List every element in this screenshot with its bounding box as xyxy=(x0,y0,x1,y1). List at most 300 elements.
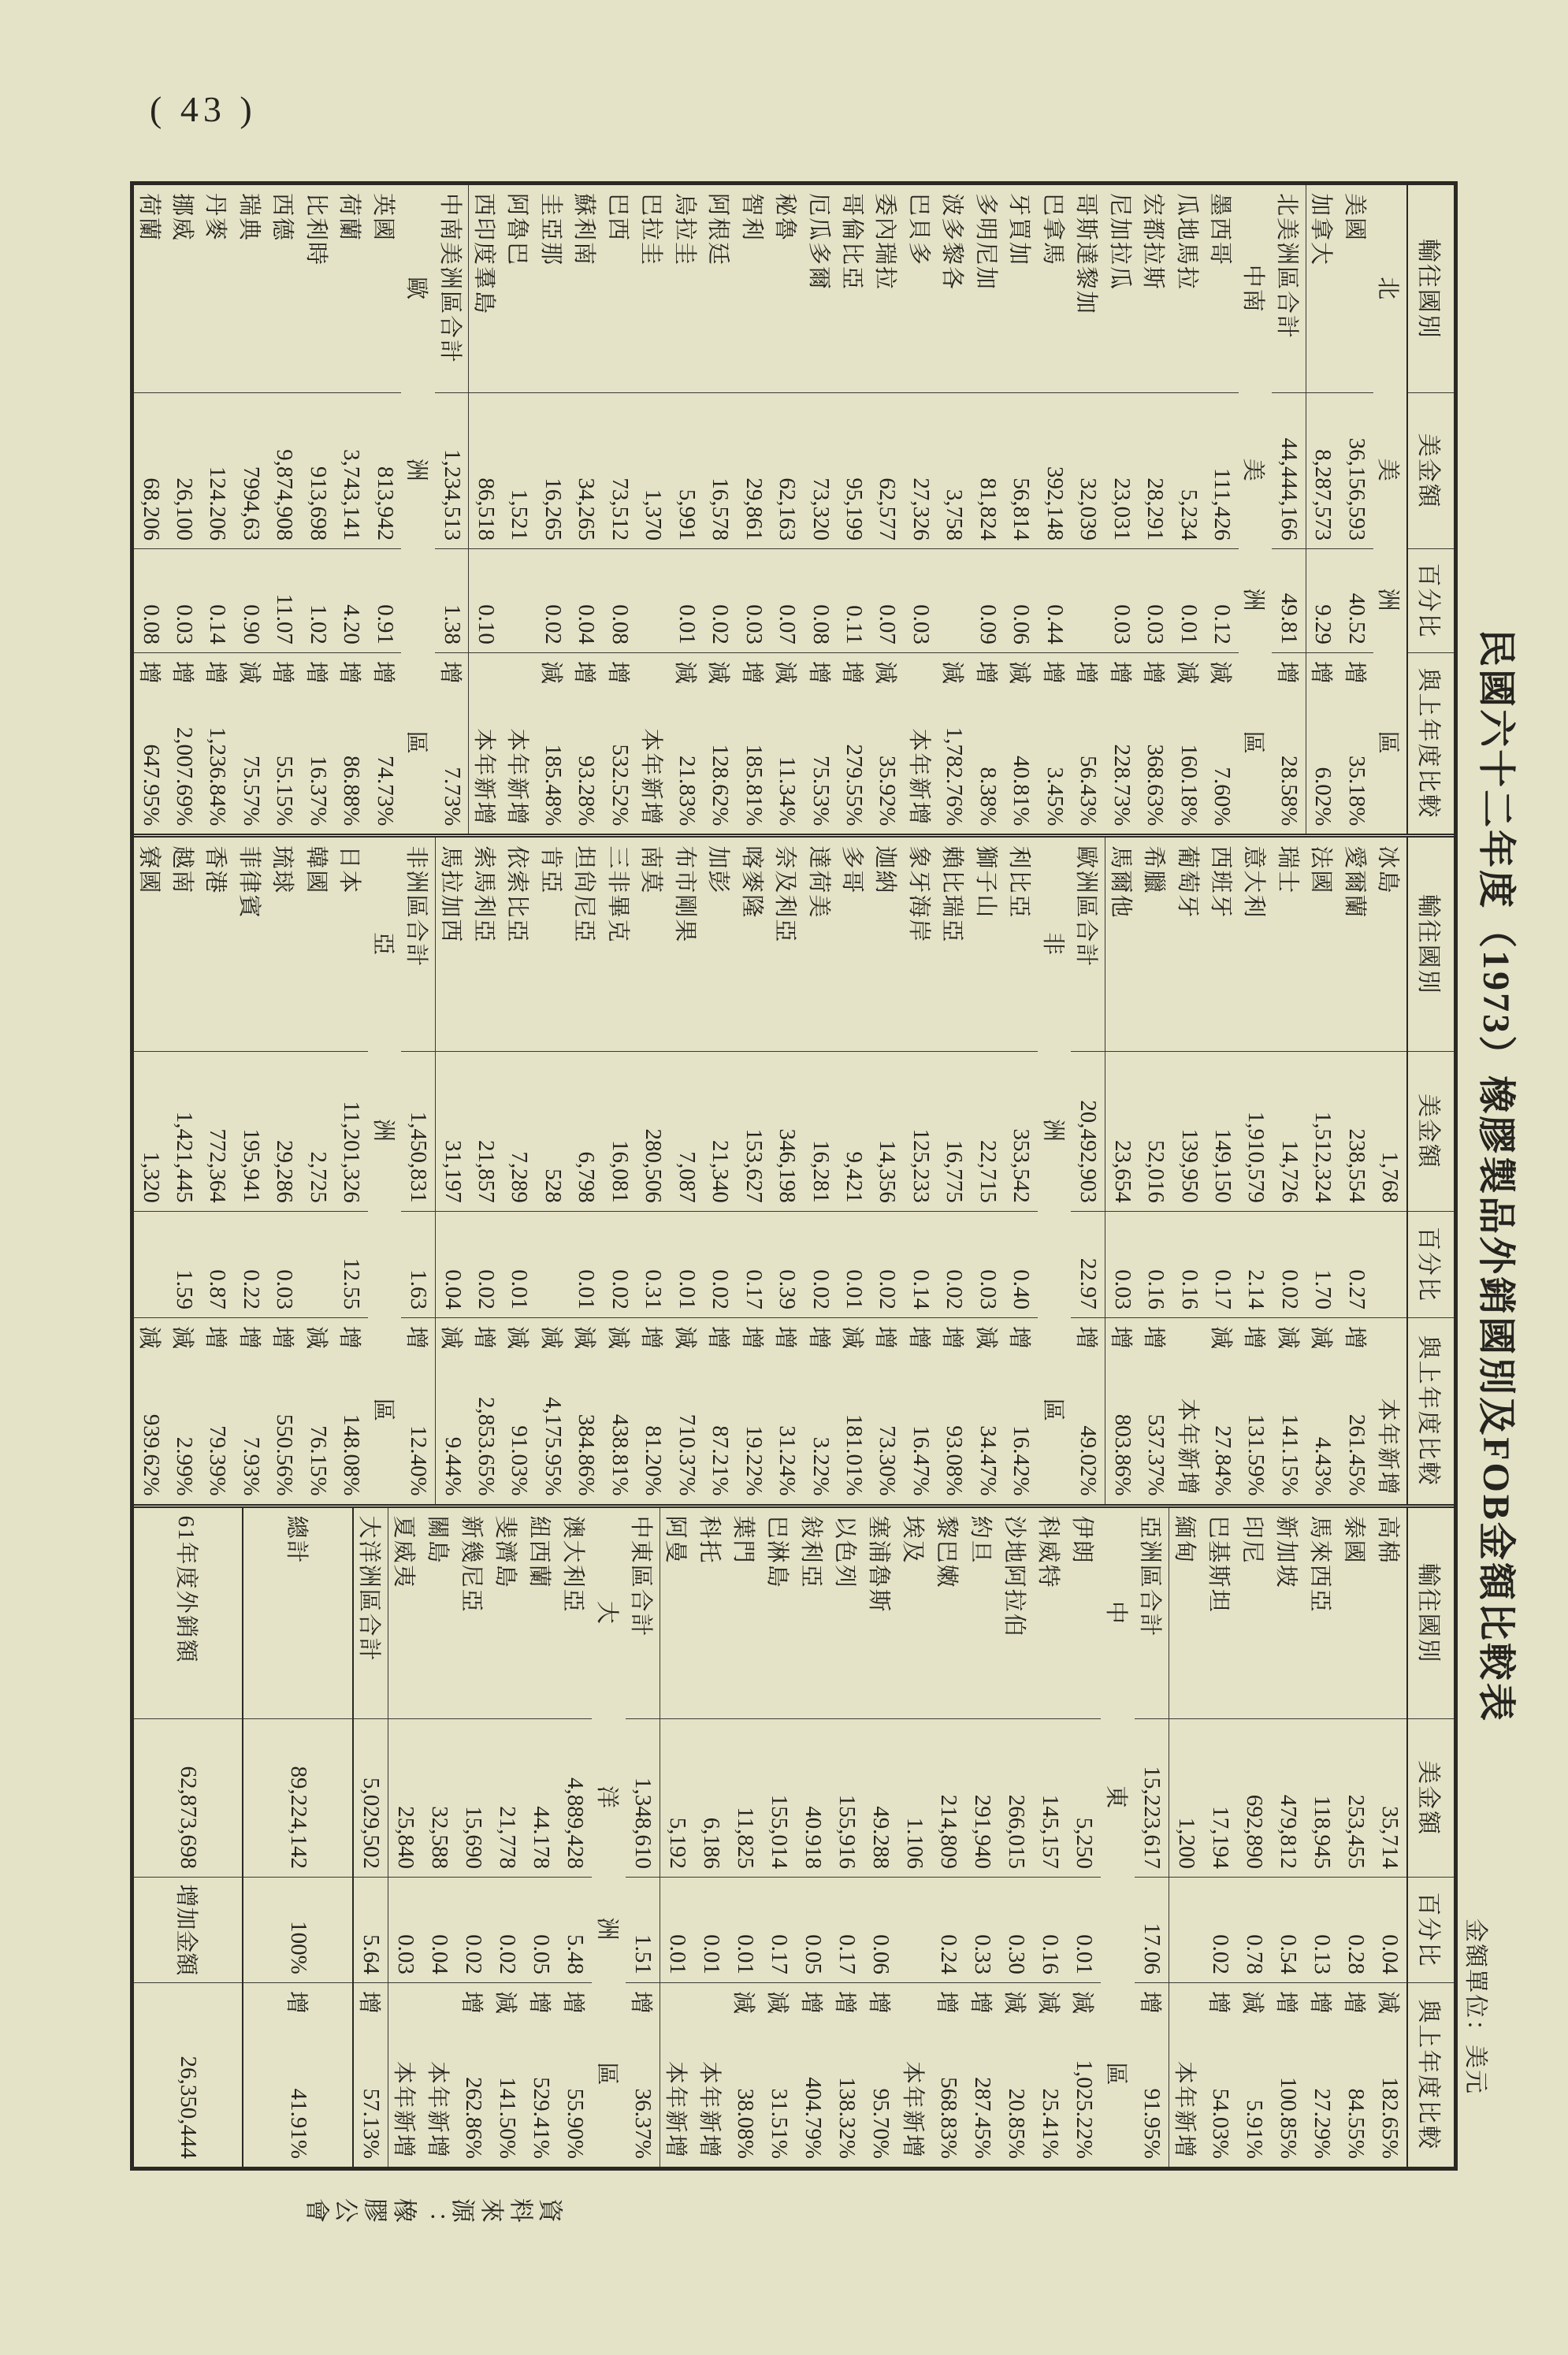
country-name: 希臘 xyxy=(1141,845,1167,895)
percentage-cell xyxy=(603,1211,636,1317)
header-cell xyxy=(1408,392,1454,548)
country-name: 伊朗 xyxy=(1069,1515,1094,1565)
percentage-cell xyxy=(1169,1877,1203,1982)
country-cell xyxy=(728,1508,762,1719)
amount-cell xyxy=(1105,1051,1139,1211)
percentage-cell xyxy=(422,1877,456,1982)
amount-usd: 15,223,617 xyxy=(1139,1766,1165,1870)
amount-usd: 16,081 xyxy=(607,1140,633,1203)
table-row xyxy=(999,1508,1033,2167)
percentage: 0.02 xyxy=(1276,1269,1302,1309)
change-direction: 減 xyxy=(1069,1990,1094,2014)
amount-cell xyxy=(570,1051,603,1211)
change-value: 16.37% xyxy=(305,755,331,826)
percentage-cell xyxy=(603,548,636,652)
percentage: 0.03 xyxy=(908,604,934,644)
country-name: 布市剛果 xyxy=(671,845,697,944)
header-label: 與上年度比較 xyxy=(1415,667,1441,819)
percentage: 0.03 xyxy=(1109,1269,1135,1309)
country-cell xyxy=(1306,838,1339,1050)
country-cell xyxy=(201,185,234,392)
country-name: 科托 xyxy=(697,1515,722,1565)
percentage: 11.07 xyxy=(272,593,298,644)
comparison-cell xyxy=(536,1317,569,1504)
amount-usd: 35,714 xyxy=(1377,1806,1403,1870)
amount-cell xyxy=(737,1051,770,1211)
table-row xyxy=(1305,1508,1339,2167)
country-cell xyxy=(1339,838,1373,1050)
header-cell xyxy=(1408,1051,1454,1211)
amount-cell xyxy=(435,392,468,548)
new-this-year-label: 本年新增 xyxy=(697,2060,722,2159)
change-direction: 增 xyxy=(805,1325,831,1349)
country-name: 多明尼加 xyxy=(972,193,998,292)
percentage-cell xyxy=(626,1877,660,1982)
table-section-asia-mideast-oceania xyxy=(134,1504,1454,2167)
grand-total-row xyxy=(244,1508,355,2167)
table-row xyxy=(469,185,502,834)
country-cell xyxy=(469,838,502,1050)
new-this-year-label: 本年新增 xyxy=(1375,1398,1401,1496)
country-name: 埃及 xyxy=(900,1515,925,1565)
country-name: 秘魯 xyxy=(772,193,798,243)
change-value: 537.37% xyxy=(1143,1413,1169,1496)
amount-usd: 6,798 xyxy=(574,1151,600,1203)
amount-cell xyxy=(1205,392,1238,548)
country-name: 菲律賓 xyxy=(236,845,262,919)
amount-usd: 291,940 xyxy=(970,1794,995,1870)
amount-cell xyxy=(938,1051,971,1211)
country-name: 喀麥隆 xyxy=(738,845,764,919)
amount-usd: 16,578 xyxy=(708,477,734,541)
percentage: 0.24 xyxy=(936,1934,961,1974)
country-cell xyxy=(456,1508,490,1719)
page-title: 民國六十二年度（1973）橡膠製品外銷國別及FOB金額比較表 xyxy=(1475,629,1517,1723)
region-cell xyxy=(1373,548,1406,652)
change-direction: 增 xyxy=(905,1325,931,1349)
country-cell xyxy=(388,1508,422,1719)
percentage: 0.78 xyxy=(1242,1934,1267,1974)
amount-usd: 21,857 xyxy=(474,1140,500,1203)
country-name: 賴比瑞亞 xyxy=(939,845,965,944)
country-name: 加拿大 xyxy=(1308,193,1334,267)
country-cell xyxy=(167,185,200,392)
region-cell xyxy=(1239,652,1272,834)
change-value: 279.55% xyxy=(842,744,868,826)
region-total-row xyxy=(1071,838,1105,1503)
table-row xyxy=(904,185,937,834)
amount-usd: 62,163 xyxy=(775,477,801,541)
change-direction: 增 xyxy=(1341,1990,1366,2014)
table-row xyxy=(570,185,603,834)
change-value: 185.48% xyxy=(540,744,566,826)
table-row xyxy=(1203,1508,1237,2167)
percentage-cell xyxy=(931,1877,965,1982)
change-direction: 減 xyxy=(303,1325,329,1349)
table-row xyxy=(971,838,1004,1503)
comparison-cell xyxy=(603,652,636,834)
country-cell xyxy=(804,838,837,1050)
percentage-cell xyxy=(737,548,770,652)
table-row xyxy=(670,838,703,1503)
change-value: 138.32% xyxy=(834,2077,860,2159)
amount-usd: 1,768 xyxy=(1377,1151,1403,1203)
region-cell xyxy=(592,1982,626,2167)
region-label-row xyxy=(1373,185,1406,834)
comparison-cell xyxy=(1033,1982,1067,2167)
country-cell xyxy=(335,838,368,1050)
table-row xyxy=(965,1508,999,2167)
country-name: 阿根廷 xyxy=(705,193,731,267)
comparison-cell xyxy=(234,1317,267,1504)
table-row xyxy=(1306,185,1339,834)
country-name: 61年度外銷額 xyxy=(173,1515,199,1664)
comparison-cell xyxy=(660,1982,694,2167)
new-this-year-label: 本年新增 xyxy=(504,728,530,826)
country-name: 冰島 xyxy=(1375,845,1401,895)
percentage: 0.01 xyxy=(674,604,700,644)
amount-cell xyxy=(804,392,837,548)
table-row xyxy=(1005,185,1038,834)
comparison-cell xyxy=(904,1317,937,1504)
amount-cell xyxy=(965,1718,999,1877)
amount-cell xyxy=(1135,1718,1169,1877)
amount-usd: 62,873,698 xyxy=(176,1766,202,1870)
percentage-cell xyxy=(1271,1877,1305,1982)
change-value: 550.56% xyxy=(272,1413,298,1496)
table-row xyxy=(1105,185,1138,834)
amount-usd: 23,654 xyxy=(1109,1140,1135,1203)
percentage-cell xyxy=(971,548,1004,652)
region-label-row xyxy=(1239,185,1272,834)
header-cell xyxy=(1408,548,1454,652)
country-cell xyxy=(837,838,870,1050)
country-name: 總計 xyxy=(283,1515,309,1565)
change-value: 25.41% xyxy=(1038,2088,1063,2159)
country-cell xyxy=(422,1508,456,1719)
region-cell xyxy=(401,185,434,392)
change-direction: 增 xyxy=(1073,1325,1099,1349)
comparison-cell xyxy=(971,652,1004,834)
change-value: 647.95% xyxy=(138,744,164,826)
comparison-cell xyxy=(134,1982,243,2167)
change-value: 16.42% xyxy=(1009,1425,1035,1496)
country-name: 加彭 xyxy=(705,845,731,895)
country-name: 蘇利南 xyxy=(571,193,597,267)
percentage-cell xyxy=(167,1211,200,1317)
table-row xyxy=(558,1508,592,2167)
new-this-year-label: 本年新增 xyxy=(391,2060,416,2159)
change-value: 76.15% xyxy=(305,1425,331,1496)
country-name: 亞洲區合計 xyxy=(1137,1515,1162,1638)
change-direction: 減 xyxy=(1207,660,1233,684)
percentage-cell xyxy=(1205,548,1238,652)
change-direction: 增 xyxy=(628,1990,653,2014)
percentage-cell xyxy=(770,1211,803,1317)
table-row xyxy=(201,838,234,1503)
region-label-part: 區 xyxy=(1240,730,1266,756)
region-label-part: 區 xyxy=(1103,2062,1128,2087)
percentage-cell xyxy=(201,548,234,652)
percentage: 0.33 xyxy=(970,1934,995,1974)
amount-cell xyxy=(1273,1051,1306,1211)
change-direction: 增 xyxy=(1273,1990,1299,2014)
country-name: 牙買加 xyxy=(1006,193,1032,267)
change-direction: 增 xyxy=(772,1325,798,1349)
country-name: 馬來西亞 xyxy=(1307,1515,1332,1614)
country-name: 阿魯巴 xyxy=(504,193,530,267)
comparison-cell xyxy=(999,1982,1033,2167)
country-name: 瑞士 xyxy=(1274,845,1300,895)
comparison-cell xyxy=(1038,652,1071,834)
percentage: 0.02 xyxy=(708,1269,734,1309)
percentage-cell xyxy=(670,1211,703,1317)
percentage-cell xyxy=(234,1211,267,1317)
percentage-cell xyxy=(670,548,703,652)
amount-cell xyxy=(837,392,870,548)
new-this-year-label: 本年新增 xyxy=(900,2060,925,2159)
percentage: 0.16 xyxy=(1176,1269,1202,1309)
region-label-part: 區 xyxy=(594,2062,619,2087)
country-name: 多哥 xyxy=(839,845,865,895)
country-name: 南莫 xyxy=(638,845,664,895)
region-label-row xyxy=(592,1508,626,2167)
comparison-cell xyxy=(558,1982,592,2167)
percentage-cell xyxy=(637,548,670,652)
amount-cell xyxy=(167,1051,200,1211)
change-direction: 增 xyxy=(1341,660,1367,684)
percentage: 1.63 xyxy=(406,1269,432,1309)
amount-usd: 5,029,502 xyxy=(359,1777,384,1870)
country-cell xyxy=(931,1508,965,1719)
percentage-cell xyxy=(1139,1211,1172,1317)
amount-cell xyxy=(864,1718,897,1877)
change-value: 228.73% xyxy=(1109,744,1135,826)
amount-cell xyxy=(737,392,770,548)
table-row xyxy=(1339,1508,1373,2167)
country-name: 沙地阿拉伯 xyxy=(1001,1515,1027,1638)
percentage-cell xyxy=(904,548,937,652)
amount-cell xyxy=(1169,1718,1203,1877)
amount-usd: 44,444,166 xyxy=(1276,437,1302,541)
country-name: 大洋洲區合計 xyxy=(356,1515,381,1662)
change-value: 34.47% xyxy=(975,1425,1001,1496)
percentage: 0.05 xyxy=(801,1934,826,1974)
amount-cell xyxy=(770,392,803,548)
amount-cell xyxy=(1172,1051,1206,1211)
comparison-cell xyxy=(490,1982,524,2167)
percentage: 0.08 xyxy=(808,604,834,644)
table-row xyxy=(871,838,904,1503)
change-direction: 減 xyxy=(1173,660,1199,684)
region-cell xyxy=(1373,652,1406,834)
amount-usd: 9,421 xyxy=(842,1151,868,1203)
table-row xyxy=(1172,838,1206,1503)
change-direction: 減 xyxy=(671,660,697,684)
percentage: 0.01 xyxy=(507,1269,533,1309)
amount-cell xyxy=(871,392,904,548)
header-label: 與上年度比較 xyxy=(1415,1335,1441,1487)
region-label-part: 中 xyxy=(1103,1600,1128,1625)
country-cell xyxy=(335,185,368,392)
amount-usd: 9,874,908 xyxy=(272,449,298,541)
percentage: 0.02 xyxy=(708,604,734,644)
header-label: 百分比 xyxy=(1415,563,1441,639)
table-row xyxy=(335,838,368,1503)
amount-usd: 5,234 xyxy=(1176,488,1202,541)
change-value: 1,236.84% xyxy=(205,726,231,826)
percentage: 0.03 xyxy=(741,604,767,644)
table-row xyxy=(335,185,368,834)
comparison-cell xyxy=(301,652,334,834)
country-name: 新加坡 xyxy=(1273,1515,1299,1589)
country-name: 象牙海岸 xyxy=(905,845,931,944)
change-value: 529.41% xyxy=(529,2077,554,2159)
region-label-part: 北 xyxy=(1375,277,1401,302)
change-direction: 增 xyxy=(604,660,630,684)
percentage: 0.02 xyxy=(875,1269,901,1309)
percentage: 0.17 xyxy=(767,1934,792,1974)
table-row xyxy=(796,1508,830,2167)
country-name: 達荷美 xyxy=(805,845,831,919)
change-value: 31.24% xyxy=(775,1425,801,1496)
table-row xyxy=(503,838,536,1503)
change-value: 568.83% xyxy=(936,2077,961,2159)
table-row xyxy=(804,185,837,834)
country-name: 日本 xyxy=(336,845,362,895)
comparison-cell xyxy=(536,652,569,834)
amount-cell xyxy=(1305,1718,1339,1877)
amount-usd: 56,814 xyxy=(1009,477,1035,541)
amount-cell xyxy=(626,1718,660,1877)
country-cell xyxy=(637,185,670,392)
change-direction: 增 xyxy=(738,660,764,684)
change-value: 56.43% xyxy=(1076,755,1102,826)
amount-cell xyxy=(837,1051,870,1211)
amount-cell xyxy=(670,1051,703,1211)
country-cell xyxy=(1271,1508,1305,1719)
amount-cell xyxy=(804,1051,837,1211)
change-value: 4,175.95% xyxy=(540,1396,566,1496)
percentage-cell xyxy=(1239,1211,1273,1317)
change-direction: 減 xyxy=(1239,1990,1265,2014)
header-label: 美金額 xyxy=(1415,433,1441,509)
country-name: 奈及利亞 xyxy=(772,845,798,944)
country-cell xyxy=(201,838,234,1050)
header-label: 美金額 xyxy=(1415,1760,1441,1837)
country-name: 西德 xyxy=(269,193,295,243)
table-row xyxy=(167,185,200,834)
amount-cell xyxy=(904,392,937,548)
percentage-cell xyxy=(1339,1211,1373,1317)
comparison-cell xyxy=(1005,1317,1038,1504)
table-row xyxy=(301,185,334,834)
country-cell xyxy=(268,185,301,392)
region-label-part: 美 xyxy=(1240,458,1266,483)
amount-cell xyxy=(368,392,401,548)
amount-cell xyxy=(1373,1718,1406,1877)
amount-cell xyxy=(603,392,636,548)
comparison-cell xyxy=(469,1317,502,1504)
change-direction: 增 xyxy=(169,660,195,684)
country-cell xyxy=(626,1508,660,1719)
country-cell xyxy=(436,838,469,1050)
percentage-cell xyxy=(503,548,536,652)
amount-usd: 238,554 xyxy=(1343,1128,1369,1203)
table-row xyxy=(1271,1508,1305,2167)
percentage-cell xyxy=(703,548,736,652)
region-label-part: 亞 xyxy=(370,932,396,957)
country-cell xyxy=(703,838,736,1050)
amount-usd: 22,715 xyxy=(975,1140,1001,1203)
comparison-cell xyxy=(770,1317,803,1504)
country-name: 北美洲區合計 xyxy=(1273,193,1299,340)
amount-usd: 14,726 xyxy=(1276,1140,1302,1203)
country-cell xyxy=(938,185,971,392)
amount-cell xyxy=(244,1718,353,1877)
country-cell xyxy=(1071,838,1104,1050)
comparison-cell xyxy=(1239,1317,1273,1504)
percentage-cell xyxy=(837,548,870,652)
region-total-row xyxy=(354,1508,388,2167)
country-cell xyxy=(234,838,267,1050)
percentage: 0.03 xyxy=(1143,604,1169,644)
country-cell xyxy=(971,185,1004,392)
amount-usd: 253,455 xyxy=(1343,1794,1369,1870)
amount-cell xyxy=(897,1718,931,1877)
comparison-cell xyxy=(864,1982,897,2167)
change-value: 74.73% xyxy=(372,755,398,826)
amount-usd: 153,627 xyxy=(741,1128,767,1203)
percentage: 0.01 xyxy=(699,1934,724,1974)
country-name: 科威特 xyxy=(1035,1515,1061,1589)
change-value: 75.53% xyxy=(808,755,834,826)
amount-cell xyxy=(335,1051,368,1211)
change-value: 81.20% xyxy=(641,1425,667,1496)
percentage-cell xyxy=(660,1877,694,1982)
increase-amount: 26,350,444 xyxy=(176,2056,202,2159)
amount-usd: 36,156,593 xyxy=(1343,437,1369,541)
percentage: 0.28 xyxy=(1343,1934,1369,1974)
table-row xyxy=(1206,838,1239,1503)
comparison-cell xyxy=(737,652,770,834)
amount-cell xyxy=(234,392,267,548)
country-name: 依索比亞 xyxy=(504,845,530,944)
percentage: 5.48 xyxy=(563,1934,588,1974)
country-cell xyxy=(134,838,167,1050)
amount-usd: 31,197 xyxy=(440,1140,466,1203)
country-cell xyxy=(536,838,569,1050)
percentage-cell xyxy=(965,1877,999,1982)
amount-usd: 392,148 xyxy=(1042,466,1068,541)
change-direction: 增 xyxy=(1241,1325,1267,1349)
percentage-cell xyxy=(1138,548,1171,652)
change-direction: 增 xyxy=(1307,1990,1332,2014)
comparison-cell xyxy=(401,1317,434,1504)
comparison-cell xyxy=(201,652,234,834)
percentage-cell xyxy=(134,548,167,652)
change-value: 91.95% xyxy=(1139,2088,1165,2159)
change-value: 141.50% xyxy=(495,2077,520,2159)
amount-usd: 21,340 xyxy=(708,1140,734,1203)
change-direction: 減 xyxy=(1274,1325,1300,1349)
header-label: 輸往國別 xyxy=(1415,238,1441,340)
change-direction: 減 xyxy=(1001,1990,1027,2014)
comparison-cell xyxy=(1206,1317,1239,1504)
region-label-part: 洲 xyxy=(370,1118,396,1143)
country-cell xyxy=(637,838,670,1050)
country-name: 印尼 xyxy=(1239,1515,1265,1565)
